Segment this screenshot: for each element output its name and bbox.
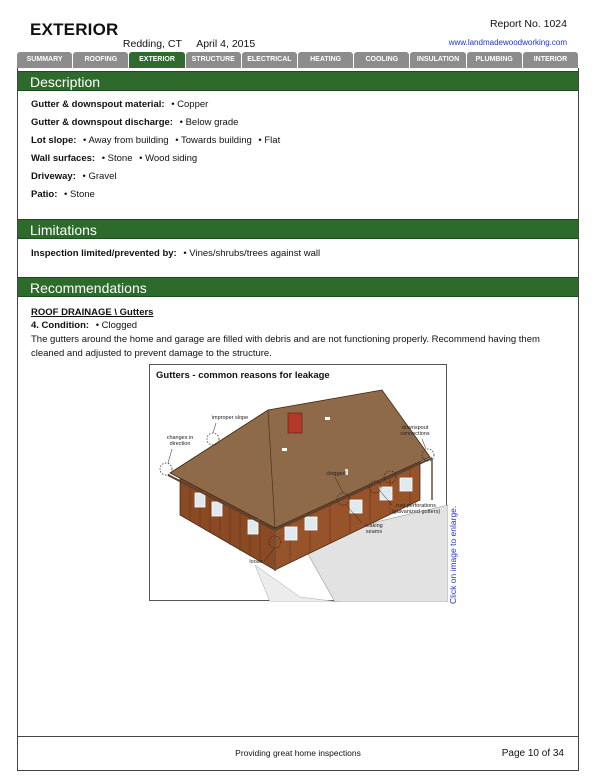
roof-vent bbox=[325, 417, 330, 420]
description-item bbox=[31, 171, 116, 182]
roof-vent bbox=[282, 448, 287, 451]
tab-insulation[interactable]: INSULATION bbox=[410, 52, 465, 68]
description-item bbox=[31, 117, 238, 128]
limitations-heading: Limitations bbox=[18, 219, 578, 239]
item-label: Gutter & downspout material: bbox=[31, 99, 165, 110]
enlarge-image-link[interactable] bbox=[448, 494, 460, 604]
label-downspout-connections: downspout connections bbox=[400, 425, 430, 437]
limitation-item bbox=[31, 248, 320, 259]
label-changes-direction: changes in direction bbox=[166, 435, 194, 447]
tab-roofing[interactable]: ROOFING bbox=[73, 52, 128, 68]
item-label: Inspection limited/prevented by: bbox=[31, 248, 177, 259]
enlarge-image-text[interactable]: Click on image to enlarge. bbox=[448, 505, 458, 604]
tab-electrical[interactable]: ELECTRICAL bbox=[242, 52, 297, 68]
item-value: • Away from building bbox=[83, 135, 169, 146]
item-value: • Copper bbox=[171, 99, 209, 110]
tab-structure[interactable]: STRUCTURE bbox=[186, 52, 241, 68]
item-value: • Stone bbox=[101, 153, 133, 164]
item-value: • Flat bbox=[258, 135, 281, 146]
description-heading: Description bbox=[18, 71, 578, 91]
figure-title: Gutters - common reasons for leakage bbox=[156, 370, 330, 381]
description-item bbox=[31, 135, 280, 146]
tab-heating[interactable]: HEATING bbox=[298, 52, 353, 68]
footer-divider bbox=[18, 736, 578, 737]
section-tabs bbox=[17, 52, 578, 68]
item-label: Gutter & downspout discharge: bbox=[31, 117, 173, 128]
label-rust-perforations: rust perforations (galvanized gutters) bbox=[391, 503, 441, 515]
header-date: April 4, 2015 bbox=[196, 38, 256, 50]
report-frame bbox=[17, 68, 579, 771]
label-improper-slope: improper slope bbox=[211, 415, 249, 421]
item-value: • Below grade bbox=[179, 117, 239, 128]
tab-plumbing[interactable]: PLUMBING bbox=[467, 52, 522, 68]
condition-value: • Clogged bbox=[95, 320, 138, 331]
gutter-leakage-illustration[interactable] bbox=[149, 364, 447, 601]
tab-exterior[interactable]: EXTERIOR bbox=[129, 52, 184, 68]
recommendation-text: The gutters around the home and garage are filled with debris and are not functioning properly. Recommend having them cleaned and adjusted to prevent damage to the structure. bbox=[31, 334, 540, 359]
chimney bbox=[288, 413, 302, 433]
label-loose: loose bbox=[249, 559, 263, 565]
item-label: Wall surfaces: bbox=[31, 153, 96, 164]
tab-interior[interactable]: INTERIOR bbox=[523, 52, 578, 68]
item-value: • Wood siding bbox=[139, 153, 198, 164]
item-value: • Gravel bbox=[82, 171, 117, 182]
tab-cooling[interactable]: COOLING bbox=[354, 52, 409, 68]
label-leaking-seams: leaking seams bbox=[365, 523, 383, 535]
header-subline bbox=[30, 38, 267, 50]
redacted-address bbox=[30, 39, 108, 47]
condition-line bbox=[31, 320, 137, 331]
footer-tagline: Providing great home inspections bbox=[235, 748, 361, 758]
website-link[interactable]: www.landmadewoodworking.com bbox=[448, 38, 567, 47]
item-value: • Towards building bbox=[175, 135, 252, 146]
recommendations-heading: Recommendations bbox=[18, 277, 578, 297]
description-item bbox=[31, 189, 95, 200]
page-title: EXTERIOR bbox=[30, 20, 119, 39]
condition-label: 4. Condition: bbox=[31, 320, 90, 331]
item-value: • Stone bbox=[64, 189, 95, 200]
report-number: Report No. 1024 bbox=[489, 18, 567, 30]
item-label: Lot slope: bbox=[31, 135, 77, 146]
item-value: • Vines/shrubs/trees against wall bbox=[183, 248, 321, 259]
house-illustration bbox=[150, 365, 448, 602]
header-city: Redding, CT bbox=[122, 38, 182, 50]
description-item bbox=[31, 99, 208, 110]
page-number: Page 10 of 34 bbox=[501, 748, 564, 759]
item-label: Patio: bbox=[31, 189, 58, 200]
tab-summary[interactable]: SUMMARY bbox=[17, 52, 72, 68]
item-label: Driveway: bbox=[31, 171, 76, 182]
label-clogged: clogged bbox=[326, 471, 346, 477]
recommendation-category: ROOF DRAINAGE \ Gutters bbox=[31, 307, 154, 318]
description-item bbox=[31, 153, 197, 164]
